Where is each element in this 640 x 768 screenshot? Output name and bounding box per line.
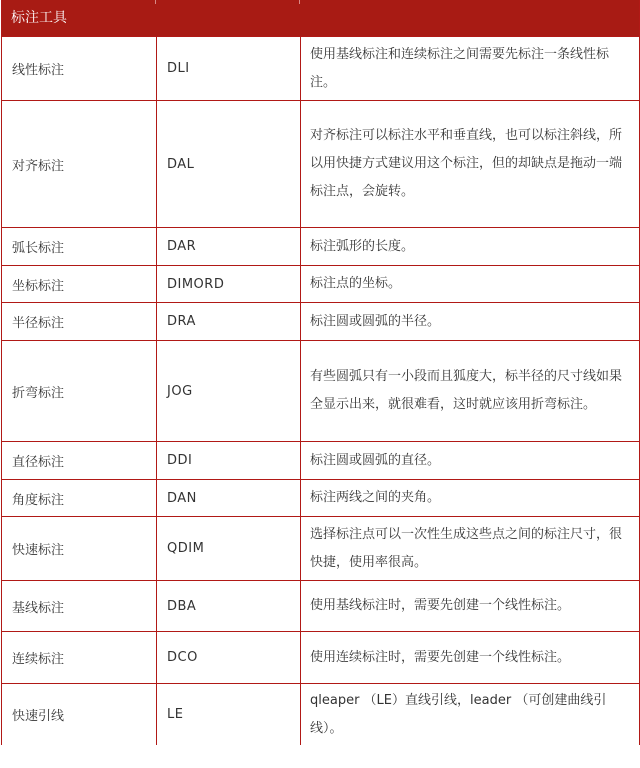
command-cell: DIMORD (157, 266, 301, 302)
dimension-name-cell: 基线标注 (2, 581, 157, 631)
command-cell: DAL (157, 101, 301, 227)
table-row (2, 441, 639, 479)
table-row (2, 340, 639, 441)
command-cell: DRA (157, 303, 301, 340)
table-row (2, 265, 639, 302)
dimension-name-cell: 连续标注 (2, 632, 157, 683)
table-row (2, 100, 639, 227)
table-row (2, 36, 639, 100)
description-cell: 标注点的坐标。 (310, 276, 402, 291)
command-cell: LE (157, 684, 301, 745)
description-cell: 使用连续标注时，需要先创建一个线性标注。 (310, 649, 571, 665)
shortcut-table (1, 0, 640, 745)
description-cell: 使用基线标注时，需要先创建一个线性标注。 (310, 598, 571, 613)
description-cell: 标注圆或圆弧的半径。 (310, 313, 441, 329)
dimension-name-cell: 半径标注 (2, 303, 157, 340)
dimension-name-cell: 快速引线 (2, 684, 157, 745)
section-header (2, 0, 639, 36)
dimension-name-cell: 弧长标注 (2, 228, 157, 265)
command-cell: JOG (157, 341, 301, 441)
table-row (2, 302, 639, 340)
command-cell: DDI (157, 442, 301, 479)
table-row (2, 516, 639, 580)
section-title: 标注工具 (11, 10, 67, 26)
command-cell: DCO (157, 632, 301, 683)
table-row (2, 227, 639, 265)
description-cell: 对齐标注可以标注水平和垂直线，也可以标注斜线，所以用快捷方式建议用这个标注，但的却缺点是拖动一端标注点，会旋转。 (310, 128, 623, 199)
command-cell: DBA (157, 581, 301, 631)
command-cell: DLI (157, 37, 301, 100)
dimension-name-cell: 角度标注 (2, 480, 157, 516)
dimension-name-cell: 折弯标注 (2, 341, 157, 441)
table-row (2, 631, 639, 683)
table-row (2, 580, 639, 631)
dimension-name-cell: 快速标注 (2, 517, 157, 580)
table-row (2, 683, 639, 745)
dimension-name-cell: 坐标标注 (2, 266, 157, 302)
description-cell: qleaper （LE）直线引线，leader （可创建曲线引线）。 (310, 692, 607, 736)
description-cell: 使用基线标注和连续标注之间需要先标注一条线性标注。 (310, 46, 610, 90)
description-cell: 标注弧形的长度。 (310, 238, 415, 254)
dimension-name-cell: 对齐标注 (2, 101, 157, 227)
description-cell: 选择标注点可以一次性生成这些点之间的标注尺寸，很快捷，使用率很高。 (310, 526, 623, 570)
description-cell: 标注圆或圆弧的直径。 (310, 452, 441, 468)
command-cell: DAN (157, 480, 301, 516)
table-body (2, 36, 639, 745)
command-cell: DAR (157, 228, 301, 265)
dimension-name-cell: 直径标注 (2, 442, 157, 479)
header-divider-stub (155, 0, 156, 4)
command-cell: QDIM (157, 517, 301, 580)
table-row (2, 479, 639, 516)
description-cell: 标注两线之间的夹角。 (310, 490, 441, 505)
dimension-name-cell: 线性标注 (2, 37, 157, 100)
description-cell: 有些圆弧只有一小段而且狐度大，标半径的尺寸线如果全显示出来，就很难看，这时就应该用折弯标注。 (310, 369, 623, 412)
header-divider-stub (299, 0, 300, 4)
